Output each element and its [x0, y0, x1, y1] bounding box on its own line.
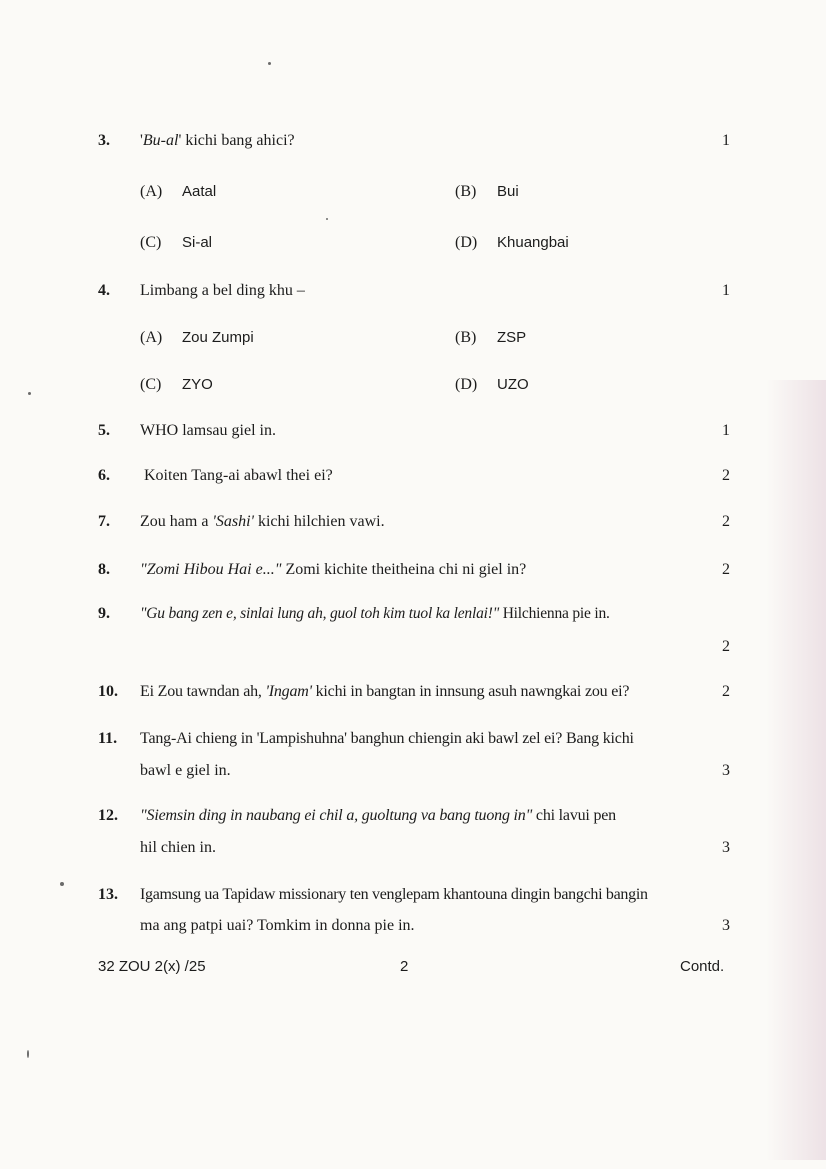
- option-a: (A) Zou Zumpi: [140, 329, 254, 346]
- question-number: 7.: [98, 513, 110, 530]
- question-text-line-2: hil chien in.: [140, 839, 216, 856]
- paper-speck: [268, 62, 271, 65]
- page-number: 2: [400, 958, 409, 975]
- question-marks: 2: [722, 683, 730, 700]
- option-b: (B) Bui: [455, 183, 519, 200]
- question-number: 12.: [98, 807, 118, 824]
- paper-speck: [27, 1050, 29, 1058]
- question-number: 8.: [98, 561, 110, 578]
- question-marks: 2: [722, 467, 730, 484]
- paper-code: 32 ZOU 2(x) /25: [98, 958, 206, 975]
- paper-speck: [60, 882, 64, 886]
- question-marks: 3: [722, 839, 730, 856]
- paper-speck: [326, 218, 328, 220]
- question-text-line-1: Tang-Ai chieng in 'Lampishuhna' banghun chiengin aki bawl zel ei? Bang kichi: [140, 730, 634, 747]
- question-text: "Gu bang zen e, sinlai lung ah, guol toh kim tuol ka lenlai!" Hilchienna pie in.: [140, 605, 610, 622]
- question-number: 10.: [98, 683, 118, 700]
- question-number: 3.: [98, 132, 110, 149]
- question-text: Zou ham a 'Sashi' kichi hilchien vawi.: [140, 513, 385, 530]
- paper-speck: [28, 392, 31, 395]
- question-marks: 2: [722, 638, 730, 655]
- question-number: 6.: [98, 467, 110, 484]
- question-number: 11.: [98, 730, 118, 747]
- question-number: 4.: [98, 282, 110, 299]
- paper-stain: [766, 380, 826, 1160]
- question-text: 'Bu-al' kichi bang ahici?: [140, 132, 295, 149]
- option-c: (C) Si-al: [140, 234, 213, 251]
- question-marks: 1: [722, 282, 730, 299]
- question-text: Limbang a bel ding khu –: [140, 282, 305, 299]
- question-marks: 2: [722, 561, 730, 578]
- option-c: (C) ZYO: [140, 376, 213, 393]
- question-number: 13.: [98, 886, 118, 903]
- question-marks: 2: [722, 513, 730, 530]
- option-a: (A) Aatal: [140, 183, 217, 200]
- question-text: Koiten Tang-ai abawl thei ei?: [144, 467, 333, 484]
- option-d: (D) Khuangbai: [455, 234, 569, 251]
- question-marks: 1: [722, 132, 730, 149]
- question-number: 9.: [98, 605, 110, 622]
- question-text-line-2: bawl e giel in.: [140, 762, 231, 779]
- question-marks: 3: [722, 762, 730, 779]
- question-text-line-2: ma ang patpi uai? Tomkim in donna pie in.: [140, 917, 415, 934]
- option-d: (D) UZO: [455, 376, 529, 393]
- question-text-line-1: Igamsung ua Tapidaw missionary ten venglepam khantouna dingin bangchi bangin: [140, 886, 648, 903]
- continued-label: Contd.: [680, 958, 725, 975]
- question-marks: 3: [722, 917, 730, 934]
- option-b: (B) ZSP: [455, 329, 527, 346]
- question-text-line-1: "Siemsin ding in naubang ei chil a, guoltung va bang tuong in" chi lavui pen: [140, 807, 616, 824]
- question-number: 5.: [98, 422, 110, 439]
- question-marks: 1: [722, 422, 730, 439]
- question-text: "Zomi Hibou Hai e..." Zomi kichite theitheina chi ni giel in?: [140, 561, 527, 578]
- question-text: Ei Zou tawndan ah, 'Ingam' kichi in bangtan in innsung asuh nawngkai zou ei?: [140, 683, 630, 700]
- question-text: WHO lamsau giel in.: [140, 422, 276, 439]
